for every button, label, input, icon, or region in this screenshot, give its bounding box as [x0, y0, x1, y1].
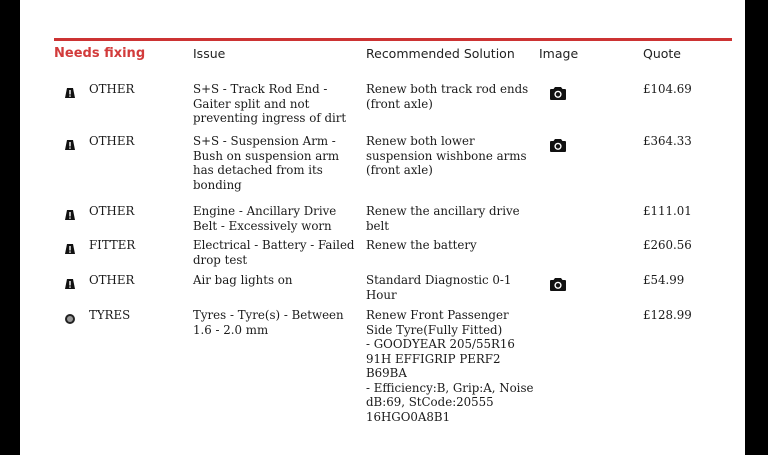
row-issue: Engine - Ancillary Drive Belt - Excessively worn [193, 204, 337, 233]
row-solution: Renew Front Passenger Side Tyre(Fully Fitted) - GOODYEAR 205/55R16 91H EFFIGRIP PERF2 B69BA - Efficiency:B, Grip:A, Noise dB:69, StCode:20555 16HGO0A8B1 [366, 308, 534, 424]
row-solution: Renew the battery [366, 238, 477, 252]
warning-triangle-icon [64, 240, 76, 252]
row-type: FITTER [89, 238, 136, 252]
row-solution: Renew both track rod ends (front axle) [366, 82, 529, 111]
camera-icon[interactable] [550, 137, 566, 151]
row-solution: Renew both lower suspension wishbone arms (front axle) [366, 134, 527, 177]
warning-triangle-icon [64, 84, 76, 96]
row-quote: £111.01 [643, 204, 692, 218]
grey-circle-icon [64, 310, 76, 322]
quote-column-header: Quote [643, 46, 682, 61]
solution-column-header: Recommended Solution [366, 46, 515, 61]
row-solution: Renew the ancillary drive belt [366, 204, 520, 233]
row-type: TYRES [89, 308, 131, 322]
camera-icon[interactable] [550, 276, 566, 290]
row-issue: Air bag lights on [193, 273, 293, 287]
quote-panel [20, 0, 745, 455]
camera-icon[interactable] [550, 85, 566, 99]
row-type: OTHER [89, 204, 135, 218]
issue-column-header: Issue [193, 46, 226, 61]
row-quote: £104.69 [643, 82, 692, 96]
row-type: OTHER [89, 82, 135, 96]
image-column-header: Image [539, 46, 579, 61]
row-type: OTHER [89, 273, 135, 287]
warning-triangle-icon [64, 206, 76, 218]
row-quote: £260.56 [643, 238, 692, 252]
row-quote: £54.99 [643, 273, 685, 287]
warning-triangle-icon [64, 136, 76, 148]
warning-triangle-icon [64, 275, 76, 287]
row-type: OTHER [89, 134, 135, 148]
header-divider [54, 38, 732, 41]
row-issue: Electrical - Battery - Failed drop test [193, 238, 355, 267]
needs-fixing-heading: Needs fixing [54, 46, 146, 61]
row-quote: £128.99 [643, 308, 692, 322]
row-quote: £364.33 [643, 134, 692, 148]
row-issue: Tyres - Tyre(s) - Between 1.6 - 2.0 mm [193, 308, 344, 337]
row-issue: S+S - Suspension Arm - Bush on suspension arm has detached from its bonding [193, 134, 340, 192]
row-issue: S+S - Track Rod End - Gaiter split and not preventing ingress of dirt [193, 82, 347, 125]
row-solution: Standard Diagnostic 0-1 Hour [366, 273, 512, 302]
